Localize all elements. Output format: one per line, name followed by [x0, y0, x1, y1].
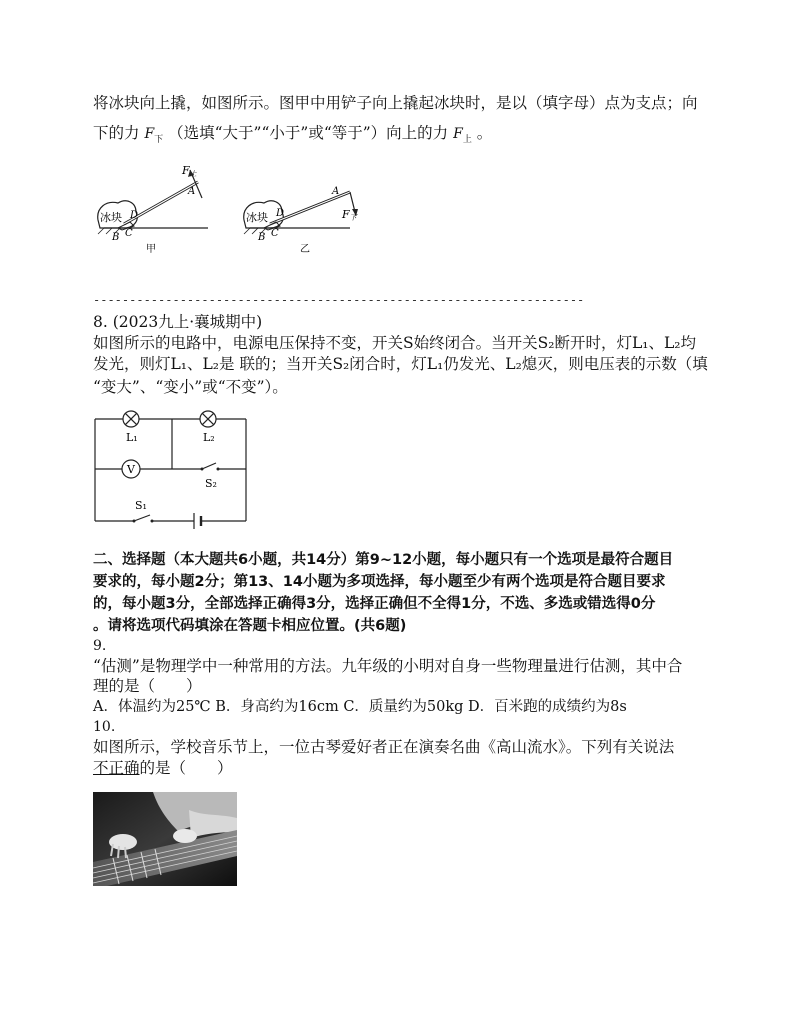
switch-S2-symbol: [201, 463, 220, 471]
voltmeter-label: V: [127, 463, 135, 476]
q10-line1: 如图所示，学校音乐节上，一位古琴爱好者正在演奏名曲《高山流水》。下列有关说法: [93, 738, 675, 756]
section-separator: --------------------------------------------------------------------: [93, 293, 585, 307]
q9-line1: “估测”是物理学中一种常用的方法。九年级的小明对自身一些物理量进行估测，其中合: [93, 657, 683, 675]
section2-line3: 的，每小题3分，全部选择正确得3分，选择正确但不全得1分，不选、多选或错选得0分: [93, 596, 656, 612]
force-label-down: F下: [342, 208, 357, 222]
point-D: D: [276, 208, 285, 219]
q8-line1: 如图所示的电路中，电源电压保持不变，开关S始终闭合。当开关S₂断开时，灯L₁、L₂均: [93, 334, 696, 352]
lamp-L1-label: L₁: [126, 431, 138, 444]
section2-line1: 二、选择题（本大题共6小题，共14分）第9~12小题，每小题只有一个选项是最符合题目: [93, 552, 674, 568]
lever-figure-yi: [238, 170, 368, 260]
switch-S1-symbol: [133, 515, 154, 523]
point-A: A: [332, 186, 340, 197]
q8-header: 8. (2023九上·襄城期中): [93, 313, 263, 331]
q7-line2: [93, 123, 492, 150]
force-up-symbol: $F_上$: [453, 126, 472, 145]
point-B: B: [112, 232, 120, 243]
switch-S1-label: S₁: [135, 499, 147, 512]
battery-symbol: [194, 513, 201, 529]
point-C: C: [125, 228, 133, 239]
q10-number: 10.: [93, 719, 116, 735]
figure-caption-jia: 甲: [146, 244, 156, 255]
q9-options: A．体温约为25℃ B．身高约为16cm C．质量约为50kg D．百米跑的成绩约为8s: [93, 699, 627, 715]
q7-line2-a: 下的力: [93, 124, 140, 142]
q7-line1: 将冰块向上撬，如图所示。图甲中用铲子向上撬起冰块时，是以（填字母）点为支点；向: [93, 94, 698, 112]
point-C: C: [271, 228, 279, 239]
q9-number: 9.: [93, 638, 107, 654]
q7-line2-c: 。: [476, 124, 493, 142]
circuit-diagram: [94, 407, 254, 525]
ice-block-label: 冰块: [100, 211, 122, 224]
q10-line2: [93, 758, 233, 778]
lever-figure-jia: [90, 160, 220, 260]
force-label-up: F上: [182, 164, 197, 178]
q9-line2: 理的是（ ）: [93, 677, 202, 695]
q10-underlined-text: 不正确: [93, 759, 140, 777]
q8-line2: 发光，则灯L₁、L₂是 联的；当开关S₂闭合时，灯L₁仍发光、L₂熄灭，则电压表的示数（填: [93, 355, 708, 373]
figure-caption-yi: 乙: [300, 244, 310, 255]
lamp-L1-symbol: [123, 411, 139, 427]
point-B: B: [258, 232, 266, 243]
switch-S2-label: S₂: [205, 477, 217, 490]
lamp-L2-label: L₂: [203, 431, 215, 444]
section2-line4: 。请将选项代码填涂在答题卡相应位置。(共6题): [93, 618, 407, 634]
section2-line2: 要求的，每小题2分；第13、14小题为多项选择，每小题至少有两个选项是符合题目要求: [93, 574, 666, 590]
q7-line2-b: （选填“大于”“小于”或“等于”）向上的力: [168, 124, 449, 142]
lamp-L2-symbol: [200, 411, 216, 427]
force-down-symbol: $F_下$: [144, 126, 164, 145]
q8-line3: “变大”、“变小”或“不变”）。: [93, 378, 288, 396]
point-A: A: [188, 186, 196, 197]
q10-line2-rest: 的是（ ）: [139, 759, 233, 777]
ice-block-label: 冰块: [246, 211, 268, 224]
point-D: D: [130, 210, 139, 221]
guqin-performance-photo: [93, 792, 237, 886]
